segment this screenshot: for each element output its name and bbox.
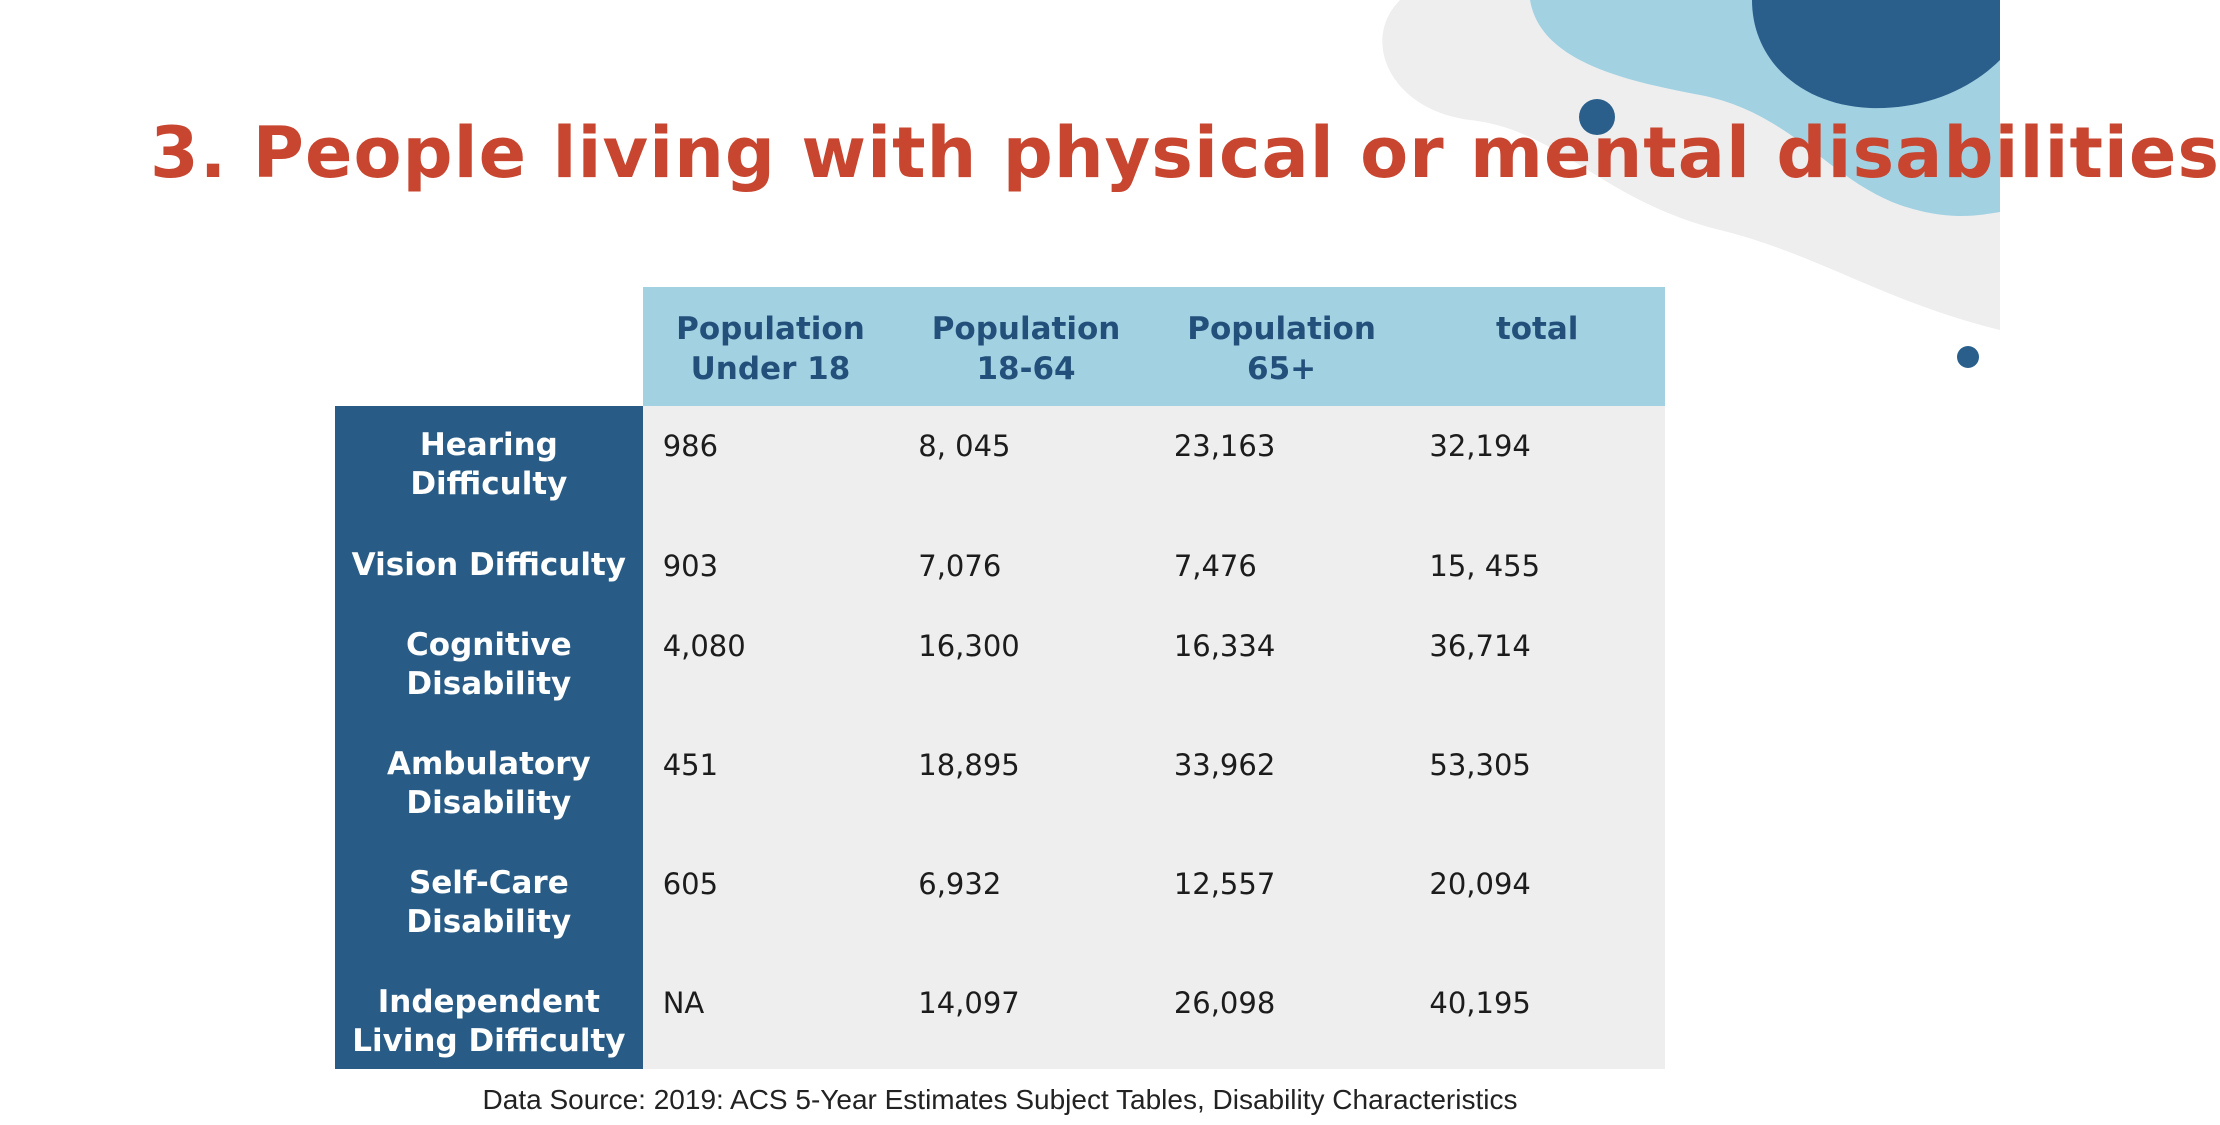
column-header-total	[1409, 287, 1665, 406]
table-cell: 15, 455	[1409, 526, 1665, 606]
table-cell: 12,557	[1154, 844, 1410, 963]
column-header-line-2: Under 18	[690, 351, 851, 387]
row-header-line-1: Ambulatory	[386, 746, 591, 782]
table-cell: 4,080	[643, 606, 899, 725]
row-header-independent-living	[335, 963, 643, 1069]
row-header-cognitive	[335, 606, 643, 725]
row-header-vision	[335, 526, 643, 606]
row-header-line-2: Living Difficulty	[352, 1023, 626, 1059]
row-header-line-2: Disability	[406, 904, 572, 940]
table-cell: 20,094	[1409, 844, 1665, 963]
column-header-line-1: Population	[931, 311, 1121, 347]
table-row-independent-living	[335, 963, 1665, 1069]
row-header-self-care	[335, 844, 643, 963]
table-cell: 903	[643, 526, 899, 606]
table-cell: 8, 045	[898, 406, 1154, 526]
table-cell: 16,334	[1154, 606, 1410, 725]
table-cell: 14,097	[898, 963, 1154, 1069]
data-source-note: Data Source: 2019: ACS 5-Year Estimates Subject Tables, Disability Characteristics	[482, 1084, 1518, 1115]
row-header-line-1: Self-Care	[408, 865, 569, 901]
row-header-line-1: Hearing	[419, 427, 558, 463]
table-cell: 33,962	[1154, 725, 1410, 844]
table-cell: 7,076	[898, 526, 1154, 606]
row-header-line-2: Difficulty	[410, 466, 568, 502]
table-cell: 7,476	[1154, 526, 1410, 606]
table-cell: 605	[643, 844, 899, 963]
table-header-row	[335, 287, 1665, 406]
table-corner-cell	[335, 287, 643, 406]
table-cell: 6,932	[898, 844, 1154, 963]
column-header-line-1: Population	[1187, 311, 1376, 347]
table-cell: 23,163	[1154, 406, 1410, 526]
column-header-65-plus	[1154, 287, 1410, 406]
decor-dot-right	[1957, 346, 1979, 368]
column-header-line-2: 65+	[1247, 351, 1317, 387]
table-row-vision	[335, 526, 1665, 606]
table-row-hearing	[335, 406, 1665, 526]
page-title: 3. People living with physical or mental disabilities	[150, 112, 2220, 194]
table-row-self-care	[335, 844, 1665, 963]
table-row-cognitive	[335, 606, 1665, 725]
table-cell: 36,714	[1409, 606, 1665, 725]
table-cell: 16,300	[898, 606, 1154, 725]
table-cell: 53,305	[1409, 725, 1665, 844]
row-header-line-1: Independent	[377, 984, 600, 1020]
column-header-line-1: total	[1495, 311, 1579, 347]
column-header-line-1: Population	[676, 311, 865, 347]
table-cell: NA	[643, 963, 899, 1069]
disability-table	[335, 287, 1665, 1069]
row-header-line-1: Cognitive	[406, 627, 572, 663]
table-row-ambulatory	[335, 725, 1665, 844]
table-cell: 18,895	[898, 725, 1154, 844]
row-header-ambulatory	[335, 725, 643, 844]
table-cell: 986	[643, 406, 899, 526]
table-cell: 26,098	[1154, 963, 1410, 1069]
column-header-line-2: 18-64	[976, 351, 1076, 387]
table-cell: 32,194	[1409, 406, 1665, 526]
row-header-line-1: Vision Difficulty	[351, 547, 627, 583]
row-header-line-2: Disability	[406, 666, 572, 702]
row-header-line-2: Disability	[406, 785, 572, 821]
row-header-hearing	[335, 406, 643, 526]
column-header-under-18	[643, 287, 899, 406]
column-header-18-64	[898, 287, 1154, 406]
table-cell: 40,195	[1409, 963, 1665, 1069]
table-cell: 451	[643, 725, 899, 844]
